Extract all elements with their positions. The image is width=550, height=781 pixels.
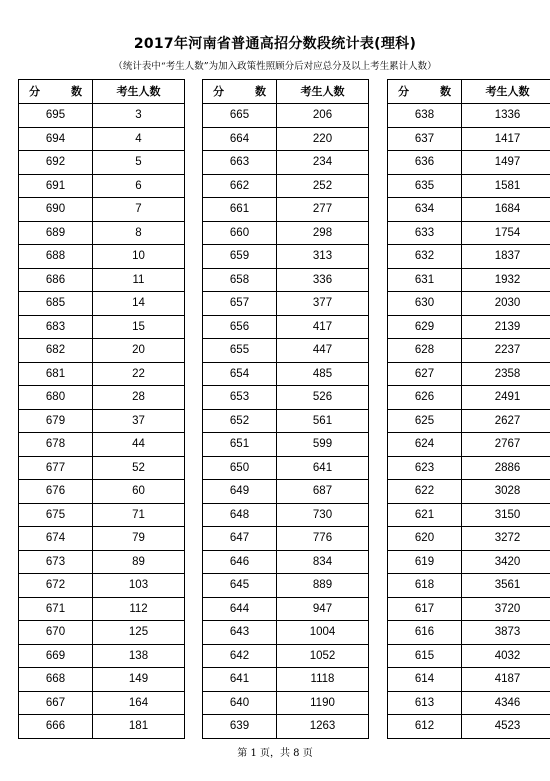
count-cell: 485 xyxy=(277,362,369,386)
count-cell: 3420 xyxy=(462,550,550,574)
score-cell: 630 xyxy=(388,292,462,316)
table-row xyxy=(388,104,550,128)
count-cell: 4523 xyxy=(462,715,550,739)
table-row xyxy=(203,433,369,457)
count-cell: 252 xyxy=(277,174,369,198)
score-cell: 637 xyxy=(388,127,462,151)
score-cell: 641 xyxy=(203,668,277,692)
header-count: 考生人数 xyxy=(277,80,369,104)
score-cell: 632 xyxy=(388,245,462,269)
table-row xyxy=(388,597,550,621)
count-cell: 6 xyxy=(93,174,185,198)
score-cell: 670 xyxy=(19,621,93,645)
table-row xyxy=(388,339,550,363)
table-row xyxy=(19,221,185,245)
score-cell: 688 xyxy=(19,245,93,269)
table-row xyxy=(19,339,185,363)
table-row xyxy=(203,480,369,504)
score-cell: 665 xyxy=(203,104,277,128)
score-cell: 667 xyxy=(19,691,93,715)
count-cell: 89 xyxy=(93,550,185,574)
table-row xyxy=(388,221,550,245)
count-cell: 3150 xyxy=(462,503,550,527)
table-row xyxy=(19,315,185,339)
table-row xyxy=(19,174,185,198)
count-cell: 1263 xyxy=(277,715,369,739)
count-cell: 2491 xyxy=(462,386,550,410)
table-row xyxy=(388,527,550,551)
table-row xyxy=(19,409,185,433)
table-row xyxy=(19,127,185,151)
count-cell: 4346 xyxy=(462,691,550,715)
score-cell: 612 xyxy=(388,715,462,739)
score-cell: 625 xyxy=(388,409,462,433)
count-cell: 181 xyxy=(93,715,185,739)
table-row xyxy=(388,503,550,527)
count-cell: 3028 xyxy=(462,480,550,504)
count-cell: 3873 xyxy=(462,621,550,645)
table-row xyxy=(203,151,369,175)
table-row xyxy=(203,315,369,339)
count-cell: 889 xyxy=(277,574,369,598)
score-cell: 644 xyxy=(203,597,277,621)
count-cell: 4 xyxy=(93,127,185,151)
score-cell: 614 xyxy=(388,668,462,692)
table-row xyxy=(388,668,550,692)
table-row xyxy=(19,597,185,621)
table-row xyxy=(19,245,185,269)
count-cell: 103 xyxy=(93,574,185,598)
header-score: 分 数 xyxy=(388,80,462,104)
score-cell: 690 xyxy=(19,198,93,222)
score-cell: 620 xyxy=(388,527,462,551)
table-row xyxy=(203,456,369,480)
table-row xyxy=(203,409,369,433)
score-cell: 648 xyxy=(203,503,277,527)
score-cell: 678 xyxy=(19,433,93,457)
table-header-row xyxy=(19,80,185,104)
count-cell: 313 xyxy=(277,245,369,269)
count-cell: 730 xyxy=(277,503,369,527)
count-cell: 60 xyxy=(93,480,185,504)
count-cell: 15 xyxy=(93,315,185,339)
score-cell: 628 xyxy=(388,339,462,363)
count-cell: 10 xyxy=(93,245,185,269)
count-cell: 3720 xyxy=(462,597,550,621)
table-row xyxy=(388,198,550,222)
count-cell: 2358 xyxy=(462,362,550,386)
table-row xyxy=(19,292,185,316)
table-row xyxy=(203,621,369,645)
score-cell: 689 xyxy=(19,221,93,245)
score-cell: 638 xyxy=(388,104,462,128)
count-cell: 1004 xyxy=(277,621,369,645)
table-row xyxy=(388,574,550,598)
score-cell: 673 xyxy=(19,550,93,574)
count-cell: 112 xyxy=(93,597,185,621)
score-table-2 xyxy=(202,79,369,739)
count-cell: 1837 xyxy=(462,245,550,269)
table-row xyxy=(19,621,185,645)
table-row xyxy=(388,456,550,480)
score-cell: 624 xyxy=(388,433,462,457)
table-row xyxy=(203,503,369,527)
score-cell: 683 xyxy=(19,315,93,339)
count-cell: 37 xyxy=(93,409,185,433)
score-cell: 636 xyxy=(388,151,462,175)
table-row xyxy=(203,339,369,363)
table-row xyxy=(388,245,550,269)
count-cell: 2237 xyxy=(462,339,550,363)
table-row xyxy=(203,574,369,598)
table-row xyxy=(19,268,185,292)
score-cell: 652 xyxy=(203,409,277,433)
score-cell: 681 xyxy=(19,362,93,386)
table-row xyxy=(19,668,185,692)
score-cell: 633 xyxy=(388,221,462,245)
score-cell: 649 xyxy=(203,480,277,504)
count-cell: 71 xyxy=(93,503,185,527)
count-cell: 1052 xyxy=(277,644,369,668)
table-row xyxy=(203,715,369,739)
count-cell: 220 xyxy=(277,127,369,151)
count-cell: 834 xyxy=(277,550,369,574)
table-row xyxy=(203,362,369,386)
table-row xyxy=(19,104,185,128)
count-cell: 2767 xyxy=(462,433,550,457)
table-row xyxy=(19,574,185,598)
count-cell: 234 xyxy=(277,151,369,175)
count-cell: 687 xyxy=(277,480,369,504)
score-cell: 653 xyxy=(203,386,277,410)
score-cell: 686 xyxy=(19,268,93,292)
table-row xyxy=(388,362,550,386)
score-cell: 694 xyxy=(19,127,93,151)
count-cell: 138 xyxy=(93,644,185,668)
table-row xyxy=(19,503,185,527)
score-cell: 622 xyxy=(388,480,462,504)
score-table-1 xyxy=(18,79,185,739)
count-cell: 447 xyxy=(277,339,369,363)
count-cell: 2030 xyxy=(462,292,550,316)
table-row xyxy=(19,433,185,457)
count-cell: 79 xyxy=(93,527,185,551)
score-cell: 615 xyxy=(388,644,462,668)
score-cell: 654 xyxy=(203,362,277,386)
score-cell: 668 xyxy=(19,668,93,692)
table-header-row xyxy=(203,80,369,104)
score-table-3 xyxy=(387,79,550,739)
table-row xyxy=(203,597,369,621)
header-count: 考生人数 xyxy=(93,80,185,104)
score-cell: 655 xyxy=(203,339,277,363)
score-cell: 656 xyxy=(203,315,277,339)
table-row xyxy=(203,644,369,668)
score-cell: 671 xyxy=(19,597,93,621)
score-cell: 662 xyxy=(203,174,277,198)
count-cell: 377 xyxy=(277,292,369,316)
score-cell: 634 xyxy=(388,198,462,222)
score-cell: 666 xyxy=(19,715,93,739)
table-row xyxy=(19,691,185,715)
count-cell: 1417 xyxy=(462,127,550,151)
score-cell: 659 xyxy=(203,245,277,269)
table-header-row xyxy=(388,80,550,104)
table-row xyxy=(388,433,550,457)
score-cell: 674 xyxy=(19,527,93,551)
table-row xyxy=(203,245,369,269)
table-row xyxy=(203,691,369,715)
table-row xyxy=(203,668,369,692)
count-cell: 149 xyxy=(93,668,185,692)
count-cell: 7 xyxy=(93,198,185,222)
score-cell: 639 xyxy=(203,715,277,739)
table-row xyxy=(388,409,550,433)
table-row xyxy=(388,127,550,151)
table-row xyxy=(203,292,369,316)
score-cell: 695 xyxy=(19,104,93,128)
score-cell: 676 xyxy=(19,480,93,504)
count-cell: 44 xyxy=(93,433,185,457)
score-cell: 658 xyxy=(203,268,277,292)
count-cell: 14 xyxy=(93,292,185,316)
score-cell: 616 xyxy=(388,621,462,645)
page-footer: 第 1 页，共 8 页 xyxy=(237,748,313,759)
table-row xyxy=(203,198,369,222)
count-cell: 3 xyxy=(93,104,185,128)
header-count: 考生人数 xyxy=(462,80,550,104)
score-cell: 685 xyxy=(19,292,93,316)
count-cell: 28 xyxy=(93,386,185,410)
score-cell: 680 xyxy=(19,386,93,410)
table-row xyxy=(19,527,185,551)
score-cell: 672 xyxy=(19,574,93,598)
score-cell: 629 xyxy=(388,315,462,339)
table-row xyxy=(19,715,185,739)
count-cell: 4032 xyxy=(462,644,550,668)
score-cell: 635 xyxy=(388,174,462,198)
count-cell: 1118 xyxy=(277,668,369,692)
table-row xyxy=(19,198,185,222)
table-row xyxy=(19,151,185,175)
count-cell: 417 xyxy=(277,315,369,339)
table-row xyxy=(388,386,550,410)
score-cell: 679 xyxy=(19,409,93,433)
count-cell: 1684 xyxy=(462,198,550,222)
score-cell: 661 xyxy=(203,198,277,222)
count-cell: 125 xyxy=(93,621,185,645)
count-cell: 164 xyxy=(93,691,185,715)
table-row xyxy=(203,527,369,551)
table-row xyxy=(203,104,369,128)
table-row xyxy=(388,550,550,574)
score-cell: 626 xyxy=(388,386,462,410)
count-cell: 947 xyxy=(277,597,369,621)
score-cell: 669 xyxy=(19,644,93,668)
score-cell: 631 xyxy=(388,268,462,292)
score-cell: 692 xyxy=(19,151,93,175)
score-cell: 682 xyxy=(19,339,93,363)
count-cell: 2627 xyxy=(462,409,550,433)
score-cell: 660 xyxy=(203,221,277,245)
score-cell: 619 xyxy=(388,550,462,574)
table-row xyxy=(388,174,550,198)
score-cell: 691 xyxy=(19,174,93,198)
count-cell: 641 xyxy=(277,456,369,480)
score-cell: 646 xyxy=(203,550,277,574)
count-cell: 336 xyxy=(277,268,369,292)
count-cell: 1754 xyxy=(462,221,550,245)
score-cell: 621 xyxy=(388,503,462,527)
table-row xyxy=(203,174,369,198)
table-row xyxy=(19,550,185,574)
score-cell: 675 xyxy=(19,503,93,527)
table-row xyxy=(203,221,369,245)
table-row xyxy=(388,151,550,175)
table-row xyxy=(19,386,185,410)
score-cell: 657 xyxy=(203,292,277,316)
score-cell: 623 xyxy=(388,456,462,480)
table-row xyxy=(388,480,550,504)
table-row xyxy=(203,127,369,151)
score-cell: 651 xyxy=(203,433,277,457)
table-row xyxy=(388,644,550,668)
table-row xyxy=(19,456,185,480)
count-cell: 52 xyxy=(93,456,185,480)
score-cell: 647 xyxy=(203,527,277,551)
score-cell: 640 xyxy=(203,691,277,715)
count-cell: 599 xyxy=(277,433,369,457)
count-cell: 298 xyxy=(277,221,369,245)
table-row xyxy=(203,268,369,292)
count-cell: 206 xyxy=(277,104,369,128)
count-cell: 8 xyxy=(93,221,185,245)
count-cell: 4187 xyxy=(462,668,550,692)
header-score: 分 数 xyxy=(203,80,277,104)
score-cell: 627 xyxy=(388,362,462,386)
count-cell: 3272 xyxy=(462,527,550,551)
count-cell: 11 xyxy=(93,268,185,292)
header-score: 分 数 xyxy=(19,80,93,104)
score-cell: 643 xyxy=(203,621,277,645)
score-cell: 664 xyxy=(203,127,277,151)
score-cell: 677 xyxy=(19,456,93,480)
count-cell: 5 xyxy=(93,151,185,175)
count-cell: 1932 xyxy=(462,268,550,292)
count-cell: 1190 xyxy=(277,691,369,715)
count-cell: 526 xyxy=(277,386,369,410)
score-cell: 663 xyxy=(203,151,277,175)
table-row xyxy=(203,550,369,574)
table-row xyxy=(203,386,369,410)
count-cell: 561 xyxy=(277,409,369,433)
count-cell: 1581 xyxy=(462,174,550,198)
score-cell: 617 xyxy=(388,597,462,621)
table-row xyxy=(388,268,550,292)
table-row xyxy=(388,691,550,715)
count-cell: 1336 xyxy=(462,104,550,128)
table-row xyxy=(388,621,550,645)
count-cell: 20 xyxy=(93,339,185,363)
count-cell: 2139 xyxy=(462,315,550,339)
count-cell: 3561 xyxy=(462,574,550,598)
page-subtitle: （统计表中“考生人数”为加入政策性照顾分后对应总分及以上考生累计人数） xyxy=(113,61,437,72)
table-row xyxy=(19,362,185,386)
page-title: 2017年河南省普通高招分数段统计表(理科) xyxy=(133,36,417,52)
count-cell: 1497 xyxy=(462,151,550,175)
table-row xyxy=(388,315,550,339)
count-cell: 22 xyxy=(93,362,185,386)
table-row xyxy=(388,292,550,316)
table-row xyxy=(388,715,550,739)
table-row xyxy=(19,480,185,504)
count-cell: 776 xyxy=(277,527,369,551)
score-cell: 642 xyxy=(203,644,277,668)
score-cell: 645 xyxy=(203,574,277,598)
score-cell: 618 xyxy=(388,574,462,598)
count-cell: 277 xyxy=(277,198,369,222)
table-row xyxy=(19,644,185,668)
score-cell: 613 xyxy=(388,691,462,715)
count-cell: 2886 xyxy=(462,456,550,480)
score-cell: 650 xyxy=(203,456,277,480)
